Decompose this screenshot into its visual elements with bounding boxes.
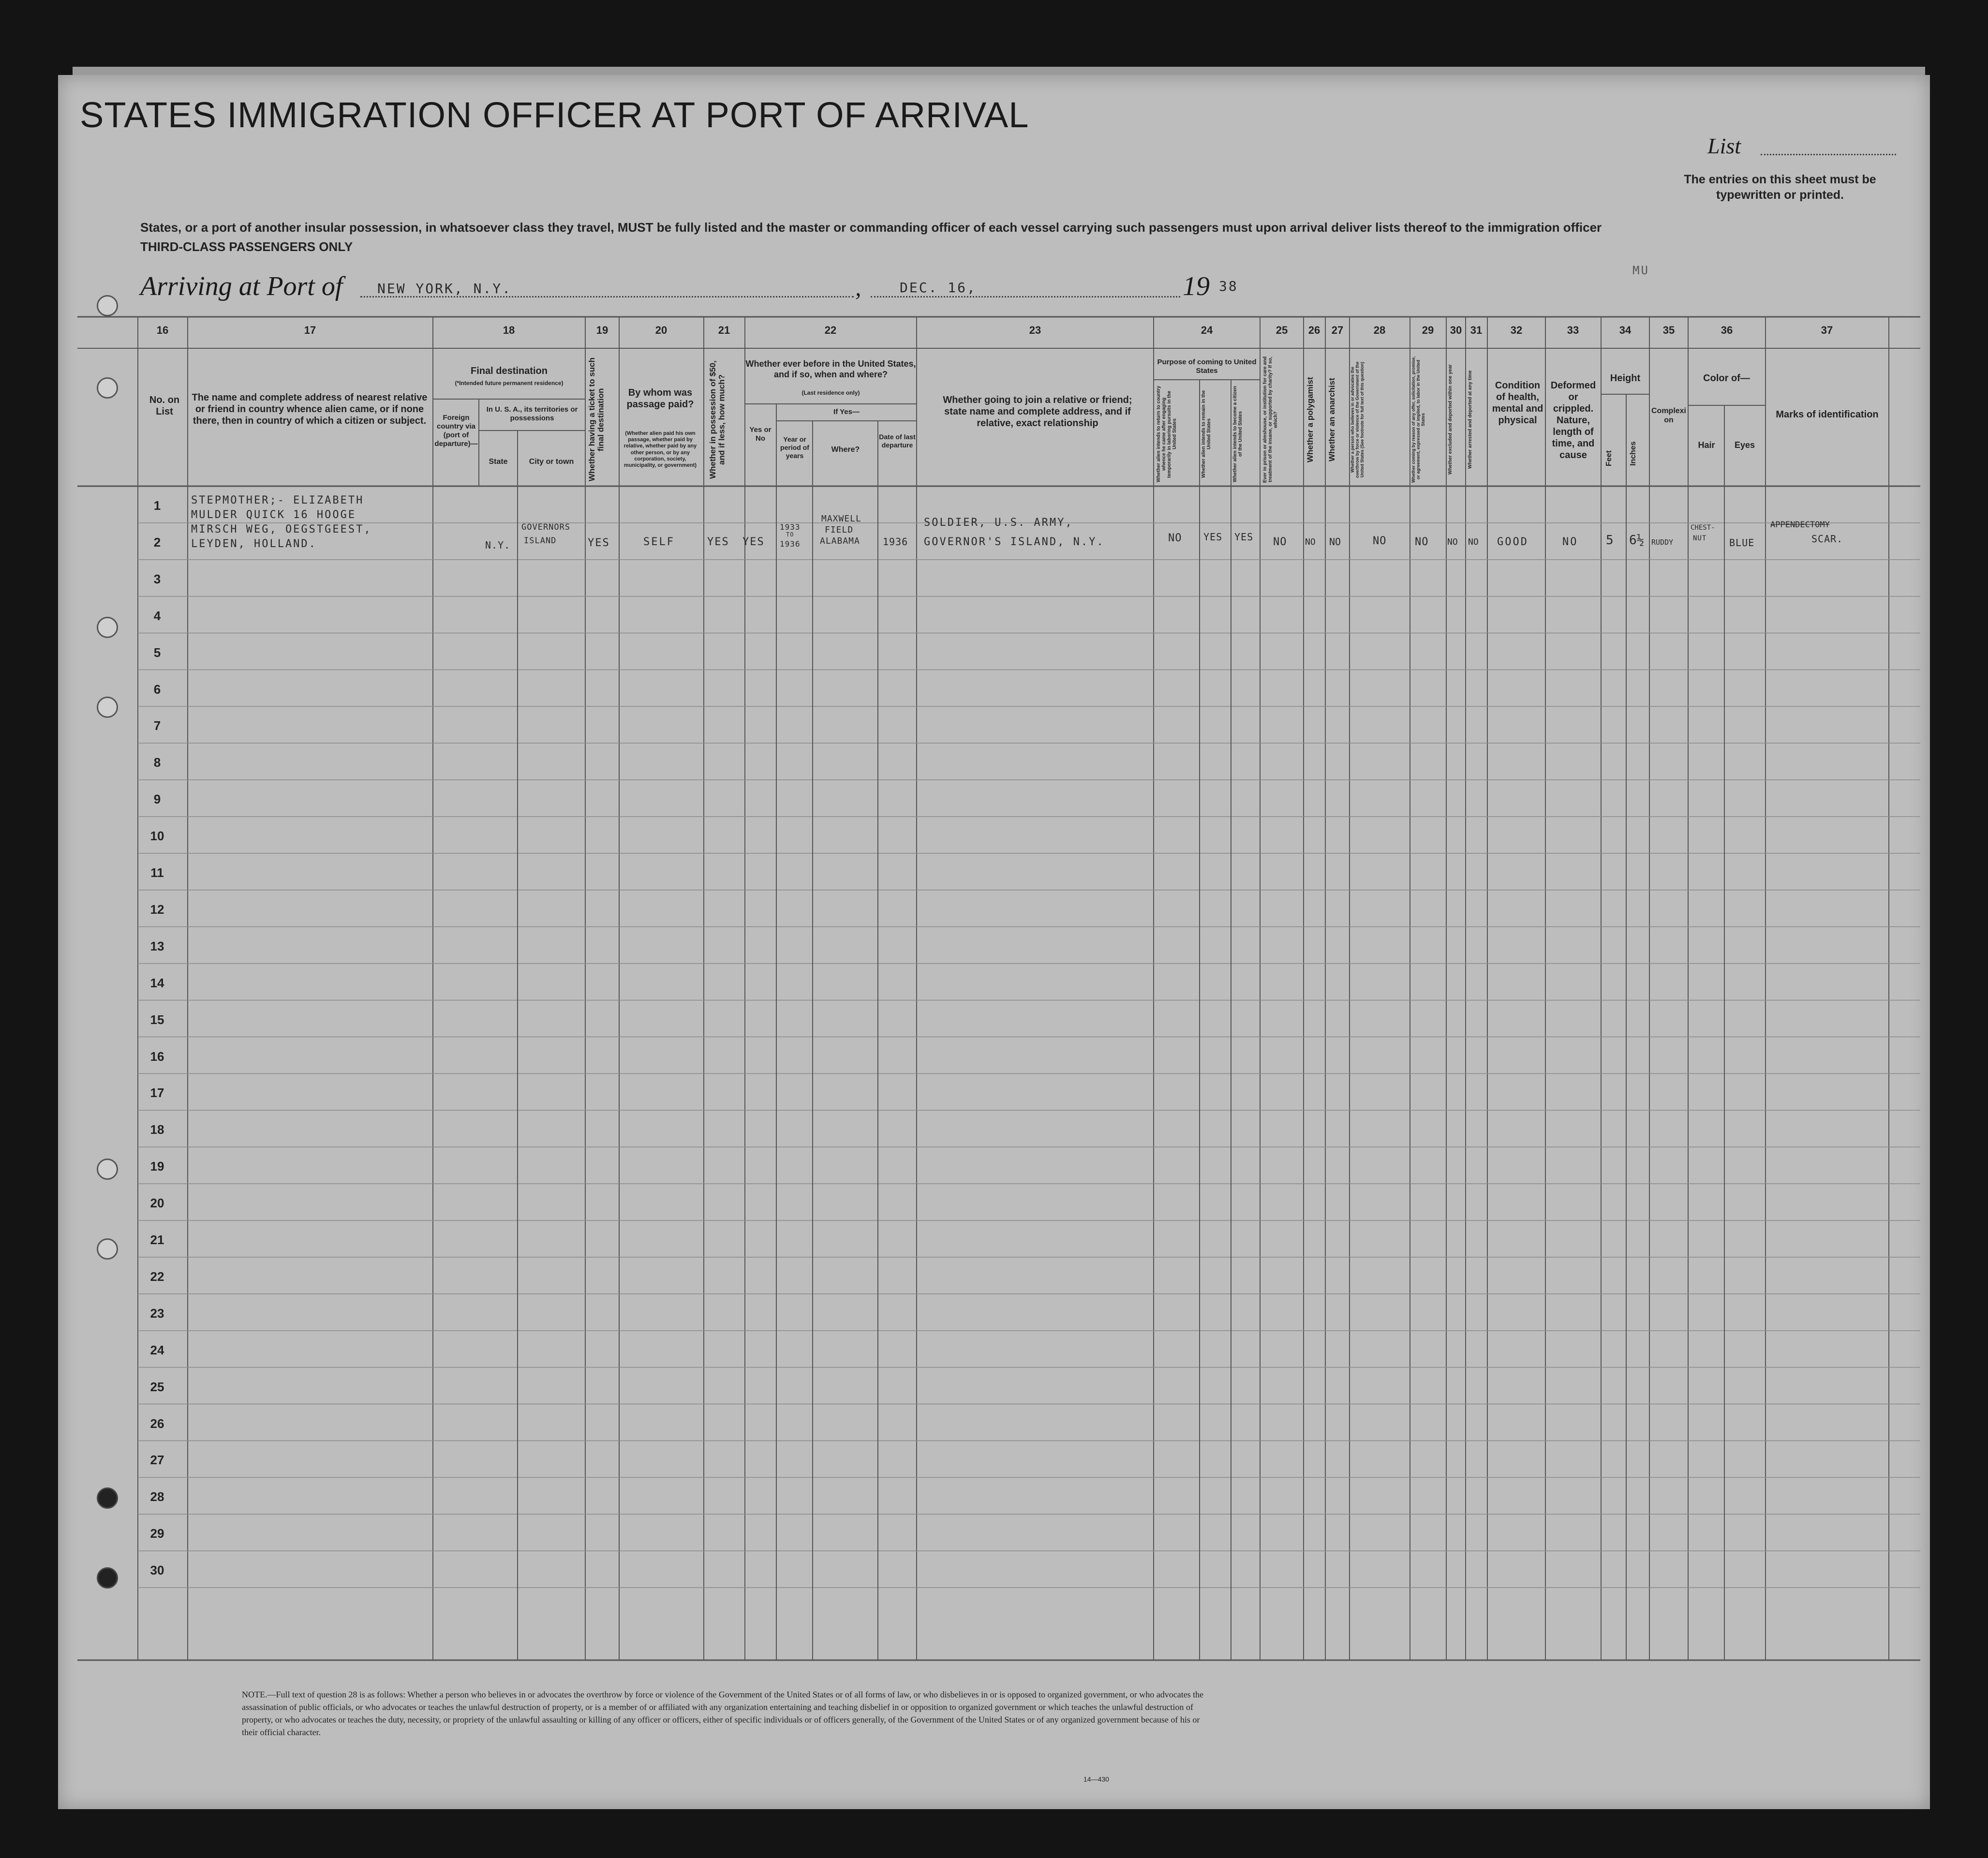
row-number: 4 — [153, 608, 161, 623]
column-number: 34 — [1619, 324, 1632, 336]
header-anarchist: Whether an anarchist — [1327, 378, 1336, 461]
row-number: 29 — [150, 1526, 164, 1541]
class-line: THIRD-CLASS PASSENGERS ONLY — [140, 239, 353, 254]
instructions-line: States, or a port of another insular possession, in whatsoever class they travel, MUST be fully listed and the master or commanding officer of each vessel carrying such passengers must upon arrival deliver lists thereof to the immigration officer — [140, 220, 1602, 235]
column-number: 31 — [1470, 324, 1483, 336]
row-number: 26 — [150, 1416, 164, 1431]
typewritten-note: The entries on this sheet must be typewritten or printed. — [1684, 173, 1876, 202]
header-if-yes: If Yes— — [833, 408, 860, 416]
column-number: 22 — [824, 324, 837, 336]
relative-address-line: MIRSCH WEG, OEGSTGEEST, — [191, 523, 372, 535]
header-eyes: Eyes — [1734, 440, 1755, 450]
header-state: State — [489, 458, 508, 466]
header-purpose-return: Whether alien intends to return to country whence he came after engaging temporarily in laboring pursuits in the United States — [1156, 386, 1177, 483]
last-departure-value: 1936 — [883, 536, 908, 548]
passage-paid-value: SELF — [643, 536, 675, 548]
row-number: 28 — [150, 1489, 164, 1504]
column-number: 16 — [156, 324, 169, 336]
header-purpose-remain: Whether alien intends to remain in the United States — [1201, 390, 1212, 478]
header-inches: Inches — [1629, 441, 1637, 466]
header-marks: Marks of identification — [1776, 409, 1879, 420]
column-number: 24 — [1201, 324, 1213, 336]
column-number: 26 — [1308, 324, 1320, 336]
row-number: 24 — [150, 1342, 164, 1357]
destination-city: ISLAND — [524, 536, 557, 546]
page-title: STATES IMMIGRATION OFFICER AT PORT OF ARRIVAL — [80, 95, 1029, 135]
row-number: 8 — [153, 755, 161, 770]
marks-value: APPENDECTOMY — [1770, 520, 1830, 530]
ticket-value: YES — [588, 537, 610, 549]
complexion-value: RUDDY — [1651, 538, 1674, 547]
row-number: 14 — [150, 975, 164, 990]
header-final-destination: Final destination — [471, 366, 548, 376]
row-number: 9 — [153, 792, 161, 807]
fifty-dollars-value: YES — [707, 536, 729, 548]
column-number: 23 — [1029, 324, 1041, 336]
header-yes-or-no: Yes or No — [749, 426, 771, 443]
header-feet: Feet — [1605, 450, 1613, 466]
header-purpose: Purpose of coming to United States — [1157, 358, 1257, 375]
eyes-value: BLUE — [1729, 537, 1755, 549]
row-number: 13 — [150, 938, 164, 953]
list-label: List — [1707, 134, 1741, 158]
header-height: Height — [1610, 373, 1641, 384]
row-number: 18 — [150, 1122, 164, 1137]
column-number: 27 — [1331, 324, 1344, 336]
column-number: 33 — [1567, 324, 1579, 336]
column-number: 35 — [1662, 324, 1675, 336]
column-number: 18 — [503, 324, 515, 336]
header-final-destination-note: (*Intended future permanent residence) — [455, 380, 564, 386]
inches-value: 6½ — [1629, 533, 1645, 548]
header-health: Condition of health, mental and physical — [1492, 380, 1543, 426]
row-number: 3 — [153, 571, 161, 586]
form-number: 14—430 — [1083, 1775, 1109, 1783]
comma: , — [855, 274, 861, 301]
health-value: GOOD — [1497, 536, 1528, 548]
anarchist-value: NO — [1329, 536, 1341, 548]
where-value: ALABAMA — [820, 536, 860, 546]
polygamist-value: NO — [1305, 537, 1316, 547]
year-suffix: 38 — [1219, 278, 1238, 294]
where-value: FIELD — [825, 525, 854, 535]
feet-value: 5 — [1606, 533, 1614, 548]
header-deported: Whether arrested and deported at any time — [1468, 370, 1473, 469]
header-no-on-list: No. on List — [149, 395, 180, 417]
row-number: 20 — [150, 1196, 164, 1211]
column-number: 19 — [596, 324, 608, 336]
relative-address-line: MULDER QUICK 16 HOOGE — [191, 509, 356, 521]
row-number: 11 — [150, 865, 164, 880]
purpose-remain-value: YES — [1203, 531, 1223, 543]
period-value: TO — [786, 531, 794, 538]
header-excluded: Whether excluded and deported within one year — [1448, 364, 1453, 475]
header-prison: Ever in prison or almshouse, or institution for care and treatment of the insane, or supported by charity? If so, which? — [1262, 356, 1278, 483]
header-fifty-dollars: Whether in possession of $50, and if less, how much? — [708, 360, 727, 479]
row-number: 17 — [150, 1085, 164, 1100]
overthrow-value: NO — [1373, 535, 1387, 547]
header-where: Where? — [831, 446, 860, 454]
header-labor-offer: Whether coming by reason of any offer, solicitation, promise, or agreement, expressed or implied, to labor in the United States — [1411, 356, 1425, 483]
row-number: 25 — [150, 1379, 164, 1394]
destination-state: N.Y. — [485, 539, 511, 551]
ever-before-value: YES — [742, 536, 765, 548]
header-overthrow: Whether a person who believes in or advocates the overthrow by force or violence of the Government of the United States (See footnote for full text of this question) — [1350, 361, 1365, 478]
joining-value: GOVERNOR'S ISLAND, N.Y. — [924, 536, 1105, 548]
header-ever-before-note: (Last residence only) — [801, 389, 860, 396]
column-number: 32 — [1510, 324, 1523, 336]
row-number: 15 — [150, 1012, 164, 1027]
period-value: 1936 — [780, 539, 801, 549]
where-value: MAXWELL — [821, 514, 861, 524]
row-number: 5 — [153, 645, 161, 660]
column-number: 28 — [1373, 324, 1386, 336]
column-number: 17 — [304, 324, 316, 336]
relative-address-line: LEYDEN, HOLLAND. — [191, 538, 317, 550]
header-relative-address: The name and complete address of nearest relative or friend in country whence alien came, or if none there, then in country of which a citizen or subject. — [192, 392, 428, 426]
deported-value: NO — [1468, 537, 1479, 547]
marks-value: SCAR. — [1811, 533, 1843, 545]
column-number: 36 — [1721, 324, 1733, 336]
header-in-usa: In U. S. A., its territories or possessions — [486, 405, 578, 422]
header-hair: Hair — [1698, 440, 1715, 450]
column-number: 25 — [1276, 324, 1288, 336]
purpose-citizen-value: YES — [1234, 531, 1254, 543]
purpose-return-value: NO — [1168, 532, 1182, 544]
footnote-question-28: NOTE.—Full text of question 28 is as follows: Whether a person who believes in or advocates the overthrow by force or violence of the Government of the United States or of all forms of law, or who disbelieves in or is opposed to organized government, or who advocates the assassination of public officials, or who advocates or teaches the unlawful destruction of property, or is a member of or affiliated with any organization entertaining and teaching disbelief in or opposition to organized government or which teaches the unlawful destruction of property, or who advocates or teaches the duty, necessity, or propriety of the unlawful assaulting or killing of any officer or officers, either of specific individuals or of officers generally, of the Government of the United States or of any organized government because of his or their official character. — [242, 1690, 1204, 1737]
row-number: 1 — [153, 498, 161, 513]
margin-mark: MU — [1632, 264, 1649, 277]
column-number: 29 — [1422, 324, 1434, 336]
header-complexion: Complexion — [1651, 407, 1686, 425]
row-number: 23 — [150, 1306, 164, 1321]
header-ever-before: Whether ever before in the United States, and if so, when and where? — [745, 359, 916, 379]
row-number: 7 — [153, 718, 161, 733]
header-polygamist: Whether a polygamist — [1306, 377, 1315, 462]
row-number: 22 — [150, 1269, 164, 1284]
row-number: 27 — [150, 1453, 164, 1468]
row-number: 30 — [150, 1563, 164, 1578]
row-number: 16 — [150, 1049, 164, 1064]
deformed-value: NO — [1562, 536, 1578, 548]
header-date-departure: Date of last departure — [879, 433, 916, 449]
hair-value: CHEST- — [1691, 524, 1715, 532]
row-number: 19 — [150, 1159, 164, 1174]
header-purpose-citizen: Whether alien intends to become a citizen of the United States — [1232, 386, 1243, 482]
arriving-label: Arriving at Port of — [140, 271, 343, 301]
relative-address-line: STEPMOTHER;- ELIZABETH — [191, 494, 364, 506]
header-color-of: Color of— — [1703, 373, 1750, 384]
header-joining-relative: Whether going to join a relative or friend; state name and complete address, and if relative, exact relationship — [943, 395, 1132, 429]
date-value: DEC. 16, — [900, 280, 977, 296]
prison-value: NO — [1273, 536, 1287, 548]
header-deformed: Deformed or crippled. Nature, length of time, and cause — [1550, 380, 1596, 461]
row-number: 10 — [150, 829, 164, 844]
period-value: 1933 — [780, 522, 801, 532]
header-ticket: Whether having a ticket to such final destination — [587, 357, 606, 482]
row-number: 6 — [153, 682, 161, 697]
header-foreign-country: Foreign country via (port of departure)— — [434, 414, 478, 448]
column-number: 20 — [655, 324, 668, 336]
year-prefix: 19 — [1183, 271, 1210, 301]
row-number: 21 — [150, 1233, 164, 1247]
joining-value: SOLDIER, U.S. ARMY, — [924, 517, 1073, 529]
header-passage-paid: By whom was passage paid? — [626, 387, 694, 410]
labor-offer-value: NO — [1415, 536, 1429, 548]
destination-city: GOVERNORS — [521, 522, 571, 532]
row-number: 2 — [153, 535, 161, 550]
header-passage-paid-note: (Whether alien paid his own passage, whether paid by relative, whether paid by any other person, or by any corporation, society, municipality, or government) — [623, 431, 697, 468]
excluded-value: NO — [1447, 537, 1458, 547]
column-number: 30 — [1450, 324, 1462, 336]
header-city-or-town: City or town — [529, 458, 574, 466]
row-number: 12 — [150, 902, 164, 917]
port-value: NEW YORK, N.Y. — [377, 281, 512, 297]
column-number: 21 — [718, 324, 730, 336]
header-period: Year or period of years — [780, 435, 809, 460]
column-number: 37 — [1821, 324, 1833, 336]
hair-value: NUT — [1693, 535, 1707, 542]
